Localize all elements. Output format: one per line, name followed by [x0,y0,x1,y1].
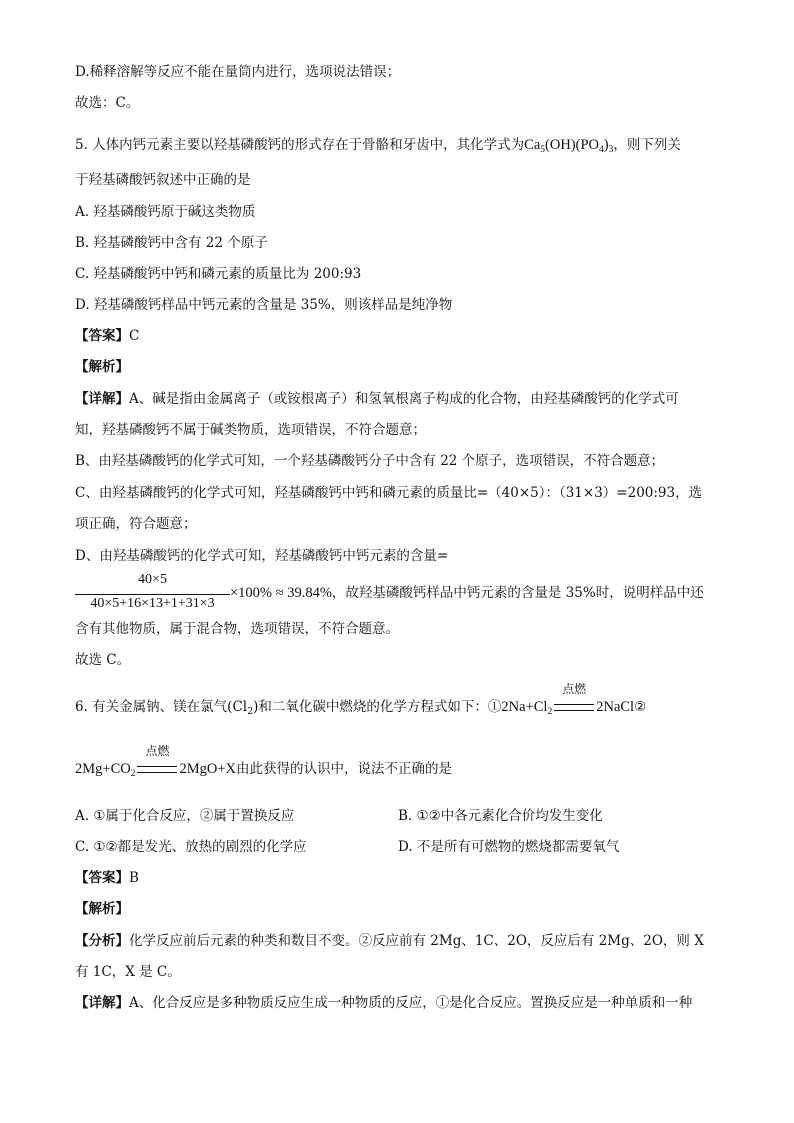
answer-line: 【答案】C [75,328,140,344]
text-line: D、由羟基磷酸钙的化学式可知，羟基磷酸钙中钙元素的含量= [75,548,449,564]
chemical-formula: $Ca_5(OH)(PO_4)_3$ [524,137,614,155]
text-line: 知，羟基磷酸钙不属于碱类物质，选项错误，不符合题意； [75,422,426,438]
equation-line: $2Mg+CO_2$ 点燃 2MgO+X由此获得的认识中，说法不正确的是 [75,744,452,779]
text-line: ×100% ≈ 39.84%，故羟基磷酸钙样品中钙元素的含量是 35%时，说明样品中还 [230,585,704,601]
fraction-denominator: 40×5+16×13+1+31×3 [90,596,215,611]
fraction [75,572,230,616]
text-line: 有 1C，X 是 C。 [75,964,181,980]
option-d: D. 羟基磷酸钙样品中钙元素的含量是 35%，则该样品是纯净物 [75,297,453,313]
option-c: C. ①②都是发光、放热的剧烈的化学应 [75,839,307,855]
option-a: A. ①属于化合反应，②属于置换反应 [75,808,295,824]
question-6-stem: 6. 有关金属钠、镁在氯气$(Cl_2)$和二氧化碳中燃烧的化学方程式如下：$①2Na+Cl_2$ 点燃 2NaCl② [75,682,647,717]
fraction-bar [75,594,230,595]
option-b: B. ①②中各元素化合价均发生变化 [398,808,603,824]
reaction-condition: 点燃 [552,697,596,717]
text-line: 含有其他物质，属于混合物，选项错误，不符合题意。 [75,621,399,637]
text-line: 于羟基磷酸钙叙述中正确的是 [75,172,251,188]
question-5-stem: 5. 人体内钙元素主要以羟基磷酸钙的形式存在于骨骼和牙齿中，其化学式为$Ca_5(OH)(PO_4)_3$，则下列关 [75,137,681,155]
analysis-tag: 【解析】 [75,359,129,375]
text-line: 项正确，符合题意； [75,516,197,532]
option-d: D. 不是所有可燃物的燃烧都需要氧气 [398,839,620,855]
text-line: 故选 C。 [75,652,131,668]
explanation-line: 【详解】A、化合反应是多种物质反应生成一种物质的反应，①是化合反应。置换反应是一种单质和一种 [75,995,693,1011]
analysis-tag: 【解析】 [75,901,129,917]
text-line: 故选：C。 [75,95,140,111]
explanation-line: 【分析】化学反应前后元素的种类和数目不变。②反应前有 2Mg、1C、2O，反应后有 2Mg、2O，则 X [75,933,704,949]
fraction-numerator: 40×5 [138,572,167,587]
answer-line: 【答案】B [75,870,139,886]
option-c: C. 羟基磷酸钙中钙和磷元素的质量比为 200:93 [75,266,362,282]
explanation-line: 【详解】A、碱是指由金属离子（或铵根离子）和氢氧根离子构成的化合物，由羟基磷酸钙的化学式可 [75,391,679,407]
text-line: D.稀释溶解等反应不能在量筒内进行，选项说法错误； [75,64,401,80]
text-line: B、由羟基磷酸钙的化学式可知，一个羟基磷酸钙分子中含有 22 个原子，选项错误，不符合题意； [75,453,665,469]
reaction-condition: 点燃 [135,759,179,779]
text-line: C、由羟基磷酸钙的化学式可知，羟基磷酸钙中钙和磷元素的质量比=（40×5）：（31×3）=200:93，选 [75,485,703,501]
option-a: A. 羟基磷酸钙原于碱这类物质 [75,204,256,220]
option-b: B. 羟基磷酸钙中含有 22 个原子 [75,235,268,251]
